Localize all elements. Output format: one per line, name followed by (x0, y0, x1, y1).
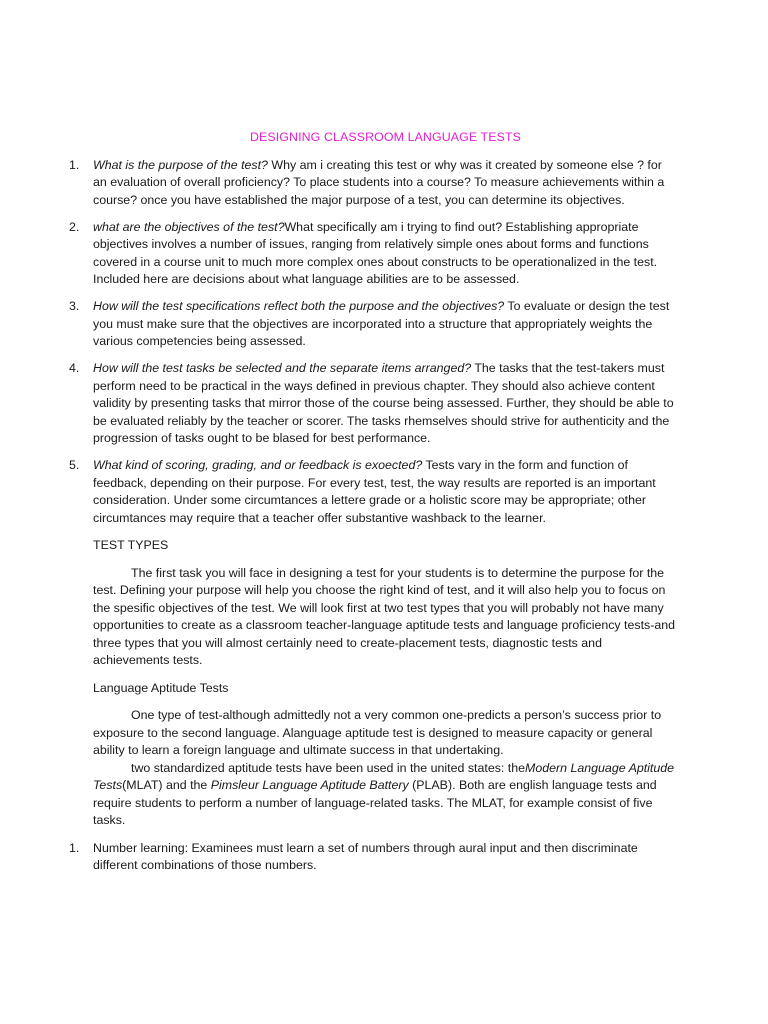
list-number: 1. (69, 157, 80, 172)
test-types-paragraph: The first task you will face in designing a test for your students is to determine the purpose for the test. Defining your purpose will help you choose the right kind of test, and it will also help you to focus on the spesific objectives of the test. We will look first at two test types that you will probably not have many opportunities to create as a classroom teacher-language aptitude tests and language proficiency tests-and three types that you will almost certainly need to create-placement tests, diagnostic tests and achievements tests. (93, 565, 676, 667)
list-number: 3. (69, 299, 80, 313)
task-text: Number learning: Examinees must learn a set of numbers through aural input and then discriminate different combinations of those numbers. (93, 840, 638, 872)
list-number: 1. (69, 840, 80, 855)
list-number: 5. (69, 458, 80, 472)
question-list (69, 157, 678, 528)
list-item (69, 840, 678, 875)
list-item (69, 157, 678, 210)
answer-text: To evaluate or design the test you must make sure that the objectives are incorporated into a structure that appropriately weights the various competencies being assessed. (93, 299, 670, 348)
list-item (69, 457, 678, 527)
task-list (69, 840, 678, 875)
list-number: 2. (69, 219, 80, 234)
list-item (69, 219, 678, 289)
list-item (69, 360, 678, 448)
aptitude-text: two standardized aptitude tests have been used in the united states: the (131, 760, 526, 775)
answer-text: The tasks that the test-takers must perform need to be practical in the ways defined in previous chapter. They should also achieve content validity by presenting tasks that mirror those of the course being assessed. Further, they should be able to be evaluated reliably by the teacher or scorer. The tasks rhemselves should strive for authenticity and the progression of tasks ought to be blased for best performance. (93, 361, 674, 445)
aptitude-text: (MLAT) and the (122, 778, 211, 792)
section-heading-test-types: TEST TYPES (93, 538, 169, 552)
list-number: 4. (69, 361, 80, 375)
answer-text: What specifically am i trying to find out? Establishing appropriate objectives involves a number of issues, ranging from relatively simple ones about forms and functions covered in a course unit to much more complex ones about constructs to be operationalized in the test. Included here are decisions about what language abilities are to be assessed. (93, 219, 658, 286)
question-text: How will the test tasks be selected and the separate items arranged? (93, 361, 472, 375)
aptitude-paragraph-2 (93, 760, 678, 830)
answer-text: Why am i creating this test or why was it created by someone else ? for an evaluation of overall proficiency? To place students into a course? To measure achievements within a course? once you have established the major purpose of a test, you can determine its objectives. (93, 157, 665, 207)
list-item (69, 298, 678, 351)
plab-title: Pimsleur Language Aptitude Battery (210, 778, 409, 792)
answer-text: Tests vary in the form and function of feedback, depending on their purpose. For every test, test, the way results are reported is an important consideration. Under some circumtances a lettere grade or a holistic score may be appropriate; other circumtances may require that a teacher offer substantive washback to the learner. (93, 458, 656, 525)
section-heading-aptitude: Language Aptitude Tests (93, 680, 229, 695)
mlat-title: Modern Language Aptitude Tests (93, 760, 675, 792)
question-text: what are the objectives of the test? (93, 219, 285, 234)
aptitude-paragraph-1: One type of test-although admittedly not a very common one-predicts a person’s success prior to exposure to the second language. Alanguage aptitude test is designed to measure capacity or general ability to learn a foreign language and ultimate success in that undertaking. (93, 708, 662, 757)
document-title: DESIGNING CLASSROOM LANGUAGE TESTS (249, 130, 521, 144)
question-text: What kind of scoring, grading, and or feedback is exoected? (93, 458, 423, 472)
question-text: What is the purpose of the test? (93, 157, 268, 172)
question-text: How will the test specifications reflect both the purpose and the objectives? (93, 299, 505, 313)
aptitude-text: (PLAB). Both are english language tests and require students to perform a number of language-related tasks. The MLAT, for example consist of five tasks. (93, 778, 657, 827)
